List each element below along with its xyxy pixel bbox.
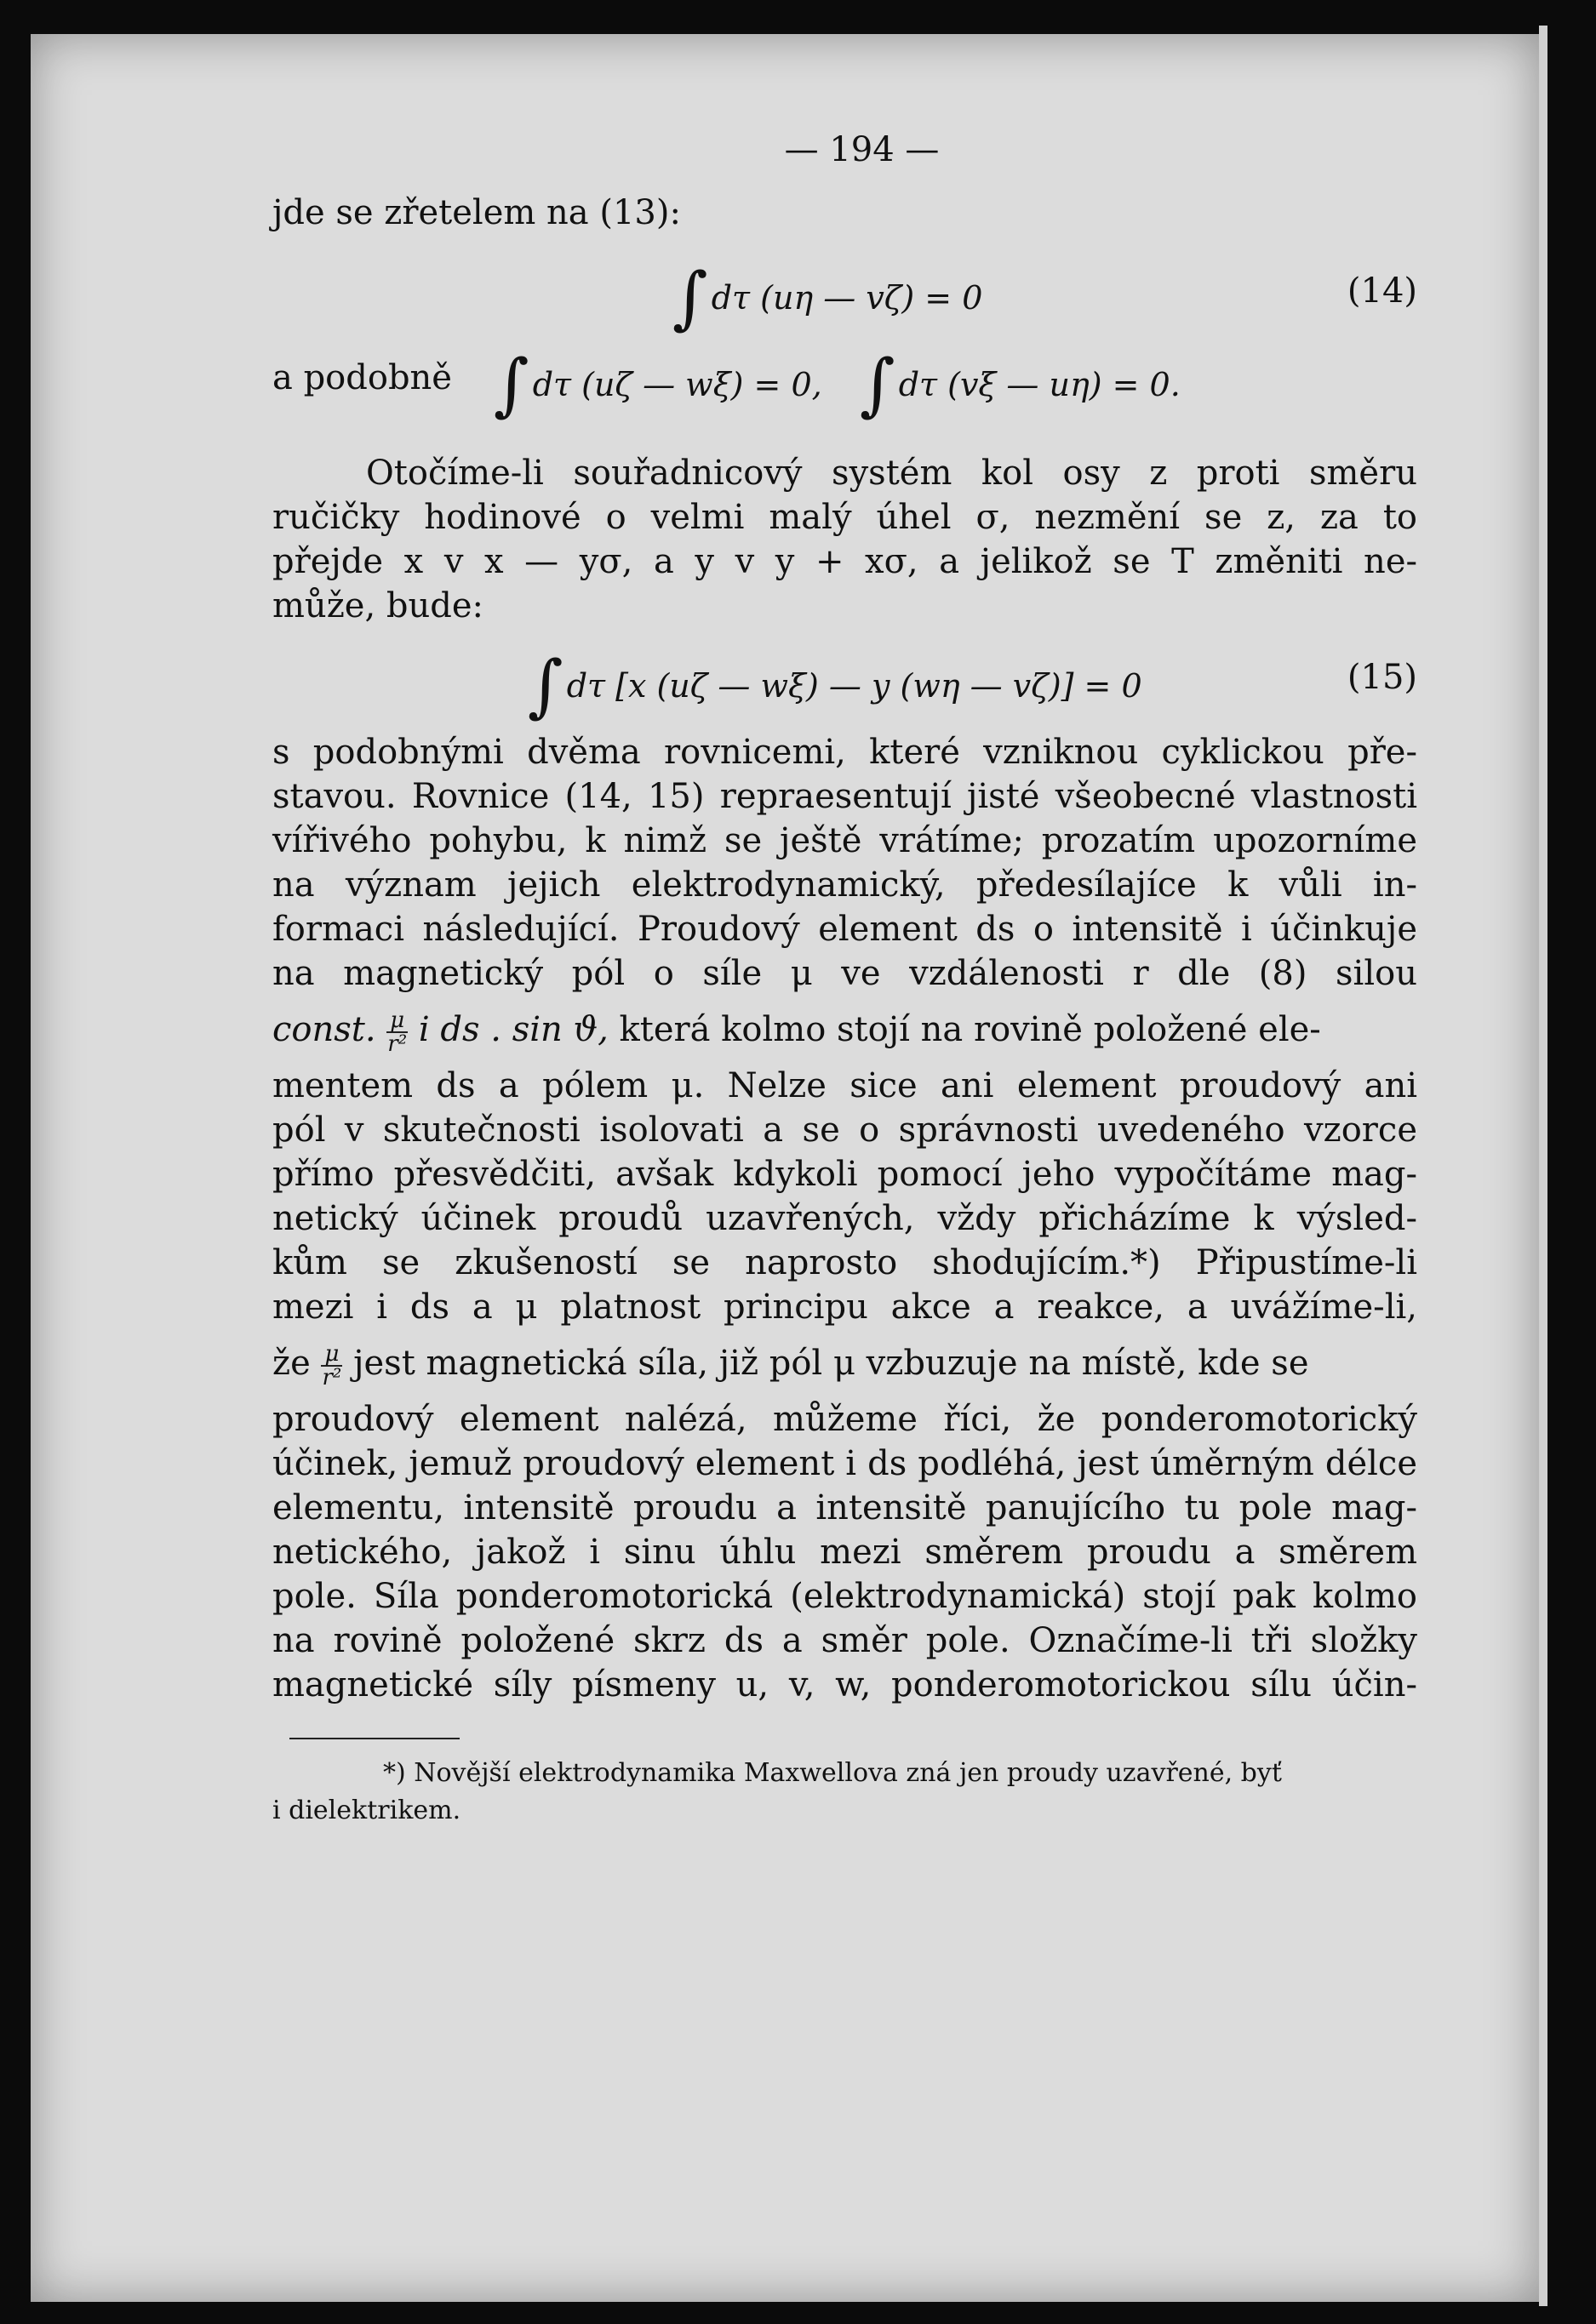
ze-fraction <box>321 1343 342 1389</box>
equation-15-text: dτ [x (uζ — wξ) — y (wη — vζ)] = 0 <box>566 667 1142 705</box>
para2-line: s podobnými dvěma rovnicemi, které vzniknou cyklickou pře- <box>272 733 1417 772</box>
ze-frac-numerator: μ <box>321 1343 342 1367</box>
equation-15-expression: ∫ dτ [x (uζ — wξ) — y (wη — vζ)] = 0 <box>528 646 1142 725</box>
para4-line: proudový element nalézá, můžeme říci, že ponderomotorický <box>272 1400 1417 1439</box>
similar-expression-1: ∫ dτ (uζ — wξ) = 0, <box>494 345 822 424</box>
equation-14-text: dτ (uη — vζ) = 0 <box>711 279 983 317</box>
para1-line: Otočíme-li souřadnicový systém kol osy z proti směru <box>366 454 1417 493</box>
para2-line: na magnetický pól o síle μ ve vzdálenosti r dle (8) silou <box>272 954 1417 993</box>
footnote-rule <box>289 1738 460 1739</box>
footnote-line-1: *) Novější elektrodynamika Maxwellova zná jen proudy uzavřené, byť <box>383 1758 1282 1788</box>
para4-line: účinek, jemuž proudový element i ds podléhá, jest úměrným délce <box>272 1444 1417 1483</box>
similar-expression-2: ∫ dτ (vξ — uη) = 0. <box>860 345 1181 424</box>
const-fraction <box>386 1009 408 1055</box>
para3-line: kům se zkušeností se naprosto shodujícím.*) Připustíme-li <box>272 1243 1417 1282</box>
footnote-line-2: i dielektrikem. <box>272 1796 461 1825</box>
para2-line: vířivého pohybu, k nimž se ještě vrátíme; prozatím upozorníme <box>272 821 1417 860</box>
intro-line: jde se zřetelem na (13): <box>272 193 681 232</box>
ze-rest: jest magnetická síla, již pól μ vzbuzuje na místě, kde se <box>353 1344 1309 1383</box>
similar-expression-2-text: dτ (vξ — uη) = 0. <box>898 366 1181 403</box>
para1-line: ručičky hodinové o velmi malý úhel σ, nezmění se z, za to <box>272 498 1417 537</box>
para4-line: magnetické síly písmeny u, v, w, ponderomotorickou sílu účin- <box>272 1665 1417 1704</box>
equation-14-label: (14) <box>1347 271 1417 311</box>
para2-line: stavou. Rovnice (14, 15) repraesentují jisté všeobecné vlastnosti <box>272 777 1417 816</box>
similar-prefix: a podobně <box>272 358 452 397</box>
para1-line: může, bude: <box>272 586 483 625</box>
para4-line: elementu, intensitě proudu a intensitě panujícího tu pole mag- <box>272 1488 1417 1527</box>
page-number: — 194 — <box>784 130 940 169</box>
ze-prefix: že <box>272 1344 311 1383</box>
const-formula: i ds . sin ϑ, <box>418 1010 609 1049</box>
const-rest: která kolmo stojí na rovině položené ele- <box>619 1010 1321 1049</box>
page-content <box>272 128 1417 1830</box>
const-frac-denominator: r² <box>387 1031 408 1057</box>
para4-line: pole. Síla ponderomotorická (elektrodynamická) stojí pak kolmo <box>272 1577 1417 1616</box>
ze-formula-line <box>272 1329 1417 1397</box>
equation-14-expression: ∫ dτ (uη — vζ) = 0 <box>672 258 983 337</box>
para2-line: formaci následující. Proudový element ds o intensitě i účinkuje <box>272 910 1417 949</box>
const-formula-line <box>272 996 1417 1064</box>
const-frac-numerator: μ <box>386 1009 408 1033</box>
para3-line: netický účinek proudů uzavřených, vždy přicházíme k výsled- <box>272 1199 1417 1238</box>
para3-line: přímo přesvědčiti, avšak kdykoli pomocí jeho vypočítáme mag- <box>272 1155 1417 1194</box>
para2-line: na význam jejich elektrodynamický, předesílajíce k vůli in- <box>272 865 1417 905</box>
equation-15 <box>272 628 1417 730</box>
ze-frac-denominator: r² <box>322 1365 342 1390</box>
equation-15-label: (15) <box>1347 658 1417 697</box>
similar-expression-1-text: dτ (uζ — wξ) = 0, <box>532 366 822 403</box>
para4-line: netického, jakož i sinu úhlu mezi směrem proudu a směrem <box>272 1533 1417 1572</box>
para3-line: pól v skutečnosti isolovati a se o správnosti uvedeného vzorce <box>272 1111 1417 1150</box>
para1-line: přejde x v x — yσ, a y v y + xσ, a jelikož se T změniti ne- <box>272 542 1417 581</box>
para3-line: mezi i ds a μ platnost principu akce a reakce, a uvážíme-li, <box>272 1288 1417 1327</box>
para3-line: mentem ds a pólem μ. Nelze sice ani element proudový ani <box>272 1066 1417 1105</box>
page-edge <box>1539 26 1547 2306</box>
const-prefix: const. <box>272 1010 376 1049</box>
equation-14 <box>272 235 1417 337</box>
para4-line: na rovině položené skrz ds a směr pole. Označíme-li tři složky <box>272 1621 1417 1660</box>
similar-equations-line <box>272 337 1417 431</box>
